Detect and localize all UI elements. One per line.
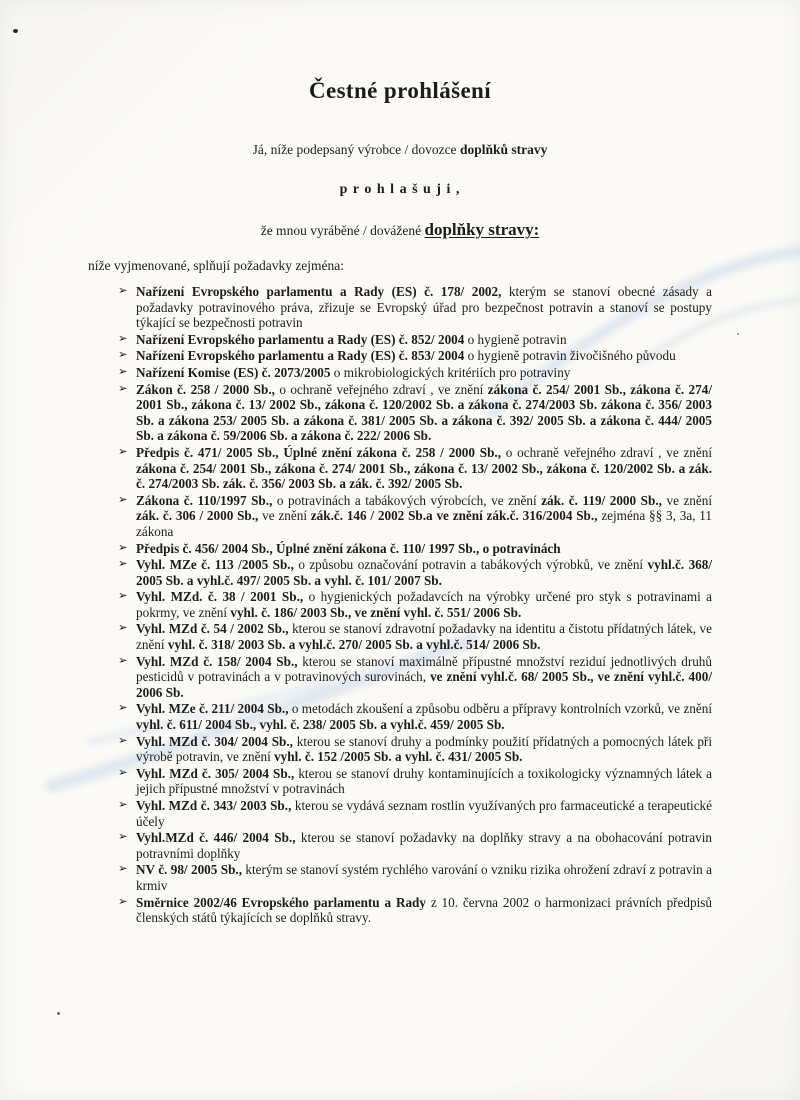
regulations-list <box>88 284 712 926</box>
arrow-bullet-icon: ➢ <box>118 590 128 603</box>
subject-line-bold: doplňky stravy: <box>424 220 540 239</box>
list-item <box>88 445 712 492</box>
scan-speck <box>737 333 739 335</box>
arrow-bullet-icon: ➢ <box>118 654 128 667</box>
list-item <box>88 493 712 540</box>
list-item <box>88 895 712 926</box>
arrow-bullet-icon: ➢ <box>118 382 128 395</box>
arrow-bullet-icon: ➢ <box>118 285 128 297</box>
list-item-text: NV č. 98/ 2005 Sb., kterým se stanoví systém rychlého varování o vzniku rizika ohrožení zdraví z potravin a krmiv <box>136 862 712 893</box>
list-item-text: Vyhl. MZd. č. 38 / 2001 Sb., o hygienických požadavcích na výrobky určené pro styk s potravinami a pokrmy, ve znění vyhl. č. 186/ 2003 Sb., ve znění vyhl. č. 551/ 2006 Sb. <box>136 589 712 620</box>
arrow-bullet-icon: ➢ <box>118 365 128 378</box>
scan-speck <box>57 1012 60 1015</box>
list-item-text: Vyhl. MZd č. 54 / 2002 Sb., kterou se stanoví zdravotní požadavky na identitu a čistotu přídatných látek, ve znění vyhl. č. 318/ 2003 Sb. a vyhl.č. 270/ 2005 Sb. a vyhl.č. 514/ 2006 Sb. <box>136 621 712 653</box>
list-item-text: Vyhl.MZd č. 446/ 2004 Sb., kterou se stanoví požadavky na doplňky stravy a na obohacování potravin potravními doplňky <box>136 830 713 861</box>
arrow-bullet-icon: ➢ <box>118 831 128 844</box>
list-item-text: Předpis č. 471/ 2005 Sb., Úplné znění zákona č. 258 / 2000 Sb., o ochraně veřejného zdraví , ve znění zákona č. 254/ 2001 Sb., zákona č. 274/ 2001 Sb., zákona č. 13/ 2002 Sb., zákona č. 120/2002 Sb. a zák. č. 274/2003 Sb. zák. č. 356/ 2003 Sb. a zák. č. 392/ 2005 Sb. <box>136 444 712 492</box>
list-item-text: Vyhl. MZd č. 304/ 2004 Sb., kterou se stanoví druhy a podmínky použití přídatných a pomocných látek při výrobě potravin, ve znění vyhl. č. 152 /2005 Sb. a vyhl. č. 431/ 2005 Sb. <box>136 733 712 765</box>
arrow-bullet-icon: ➢ <box>118 766 128 779</box>
list-lead: níže vyjmenované, splňují požadavky zejména: <box>88 258 345 273</box>
list-item-text: Vyhl. MZe č. 211/ 2004 Sb., o metodách zkoušení a způsobu odběru a přípravy kontrolních vzorků, ve znění vyhl. č. 611/ 2004 Sb., vyhl. č. 238/ 2005 Sb. a vyhl.č. 459/ 2005 Sb. <box>136 701 712 733</box>
arrow-bullet-icon: ➢ <box>118 702 128 715</box>
list-item <box>88 348 712 364</box>
document-content <box>88 78 712 927</box>
list-item-text: Nařízení Evropského parlamentu a Rady (ES) č. 178/ 2002, kterým se stanoví obecné zásady a požadavky potravinového práva, zřizuje se Evropský úřad pro bezpečnost potravin a stanoví se postupy týkající se bezpečnosti potravin <box>136 284 713 331</box>
list-item <box>88 541 712 557</box>
list-item-text: Vyhl. MZd č. 343/ 2003 Sb., kterou se vydává seznam rostlin využívaných pro farmaceutické a terapeutické účely <box>136 798 713 829</box>
intro-line-regular: Já, níže podepsaný výrobce / dovozce <box>252 142 460 157</box>
arrow-bullet-icon: ➢ <box>118 349 128 362</box>
list-item <box>88 862 712 893</box>
arrow-bullet-icon: ➢ <box>118 734 128 747</box>
intro-line <box>88 142 712 158</box>
arrow-bullet-icon: ➢ <box>118 332 128 345</box>
arrow-bullet-icon: ➢ <box>118 863 128 876</box>
declaration-word: p r o h l a š u j i , <box>339 182 461 197</box>
list-item-text: Směrnice 2002/46 Evropského parlamentu a Rady z 10. června 2002 o harmonizaci právních předpisů členských států týkajících se doplňků stravy. <box>136 894 712 926</box>
list-item <box>88 284 712 331</box>
list-item-text: Zákon č. 258 / 2000 Sb., o ochraně veřejného zdraví , ve znění zákona č. 254/ 2001 Sb., zákona č. 274/ 2001 Sb., zákona č. 13/ 2002 Sb., zákona č. 120/2002 Sb. a zákona č. 274/2003 Sb. zákona č. 356/ 2003 Sb. a zákona 253/ 2005 Sb. a zákona č. 381/ 2005 Sb. a zákona č. 392/ 2005 Sb. a zákona č. 444/ 2005 Sb. a zákona č. 59/2006 Sb. a zákona č. 222/ 2006 Sb. <box>136 381 713 444</box>
list-item-text: Vyhl. MZe č. 113 /2005 Sb., o způsobu označování potravin a tabákových výrobků, ve znění vyhl.č. 368/ 2005 Sb. a vyhl.č. 497/ 2005 Sb. a vyhl. č. 101/ 2007 Sb. <box>136 557 713 588</box>
intro-line-bold: doplňků stravy <box>459 142 548 157</box>
subject-line-regular: že mnou vyráběné / dovážené <box>260 223 425 238</box>
list-item <box>88 798 712 829</box>
list-item-text: Předpis č. 456/ 2004 Sb., Úplné znění zákona č. 110/ 1997 Sb., o potravinách <box>136 540 561 556</box>
list-item-text: Zákona č. 110/1997 Sb., o potravinách a tabákových výrobcích, ve znění zák. č. 119/ 2000 Sb., ve znění zák. č. 306 / 2000 Sb., ve znění zák.č. 146 / 2002 Sb.a ve znění zák.č. 316/2004 Sb., zejména §§ 3, 3a, 11 zákona <box>136 492 713 539</box>
list-item <box>88 654 712 701</box>
list-item-text: Nařízení Evropského parlamentu a Rady (ES) č. 852/ 2004 o hygieně potravin <box>136 331 567 347</box>
arrow-bullet-icon: ➢ <box>118 622 128 635</box>
list-item-text: Nařízení Evropského parlamentu a Rady (ES) č. 853/ 2004 o hygieně potravin živočišného původu <box>136 348 676 364</box>
list-item <box>88 830 712 861</box>
list-item <box>88 382 712 444</box>
list-item-text: Nařízení Komise (ES) č. 2073/2005 o mikrobiologických kritériích pro potraviny <box>136 364 571 380</box>
list-item <box>88 734 712 765</box>
arrow-bullet-icon: ➢ <box>118 493 128 506</box>
scan-speck <box>13 29 18 33</box>
list-item <box>88 589 712 620</box>
list-item <box>88 557 712 588</box>
list-item <box>88 365 712 381</box>
arrow-bullet-icon: ➢ <box>118 558 128 571</box>
document-title: Čestné prohlášení <box>308 78 492 103</box>
arrow-bullet-icon: ➢ <box>118 799 128 811</box>
arrow-bullet-icon: ➢ <box>118 895 128 908</box>
list-item <box>88 766 712 797</box>
subject-line <box>88 220 712 240</box>
arrow-bullet-icon: ➢ <box>118 445 128 458</box>
list-item-text: Vyhl. MZd č. 305/ 2004 Sb., kterou se stanoví druhy kontaminujících a toxikologicky významných látek a jejich přípustné množství v potravinách <box>136 765 712 797</box>
list-item <box>88 621 712 652</box>
arrow-bullet-icon: ➢ <box>118 541 128 554</box>
list-item <box>88 701 712 732</box>
list-item-text: Vyhl. MZd č. 158/ 2004 Sb., kterou se stanoví maximálně přípustné množství reziduí jednotlivých druhů pesticidů v potravinách a v potravinových surovinách, ve znění vyhl.č. 68/ 2005 Sb., ve znění vyhl.č. 400/ 2006 Sb. <box>136 653 712 700</box>
list-item <box>88 332 712 348</box>
